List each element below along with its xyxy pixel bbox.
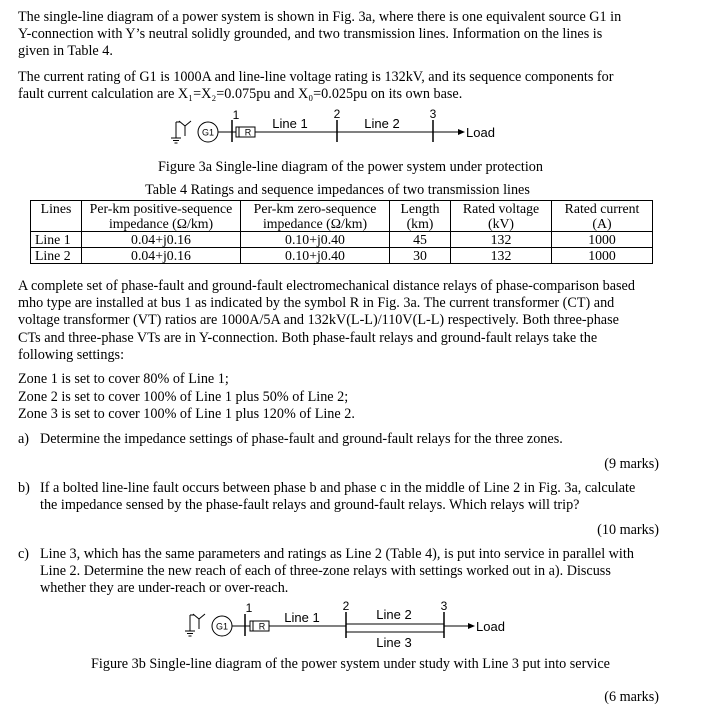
question-label: c) [18,546,30,562]
table-cell: Line 2 [31,248,82,264]
bus-1-label: 1 [232,108,240,122]
question-b-marks: (10 marks) [597,522,659,538]
bus-1-label: 1 [245,601,253,615]
load-arrow-icon [458,129,465,135]
table-row [31,248,653,264]
question-label: a) [18,431,30,447]
bus-3-label: 3 [440,599,448,613]
line-2-label: Line 2 [364,116,400,131]
text-line: Line 3, which has the same parameters and ratings as Line 2 (Table 4), is put into service in parallel with [40,546,634,562]
table-4 [30,200,653,264]
header-text: Per-km zero-sequence [253,201,377,216]
text-line: CTs and three-phase VTs are in Y-connection. Both phase-fault relays and ground-fault relays take the [18,329,598,346]
line-3-label: Line 3 [376,635,412,650]
relay-label: R [258,621,266,632]
table-cell: Line 1 [31,232,82,248]
text-line: following settings: [18,346,125,363]
question-label: b) [18,480,30,496]
generator-label: G1 [201,127,215,138]
grounded-wye-icon [171,121,191,143]
question-text [40,480,659,514]
bus-2-label: 2 [333,108,341,121]
zone-3-setting: Zone 3 is set to cover 100% of Line 1 plus 120% of Line 2. [18,406,355,422]
header-length [390,201,451,232]
table-cell: 1000 [552,232,653,248]
question-c [18,546,659,598]
bus-3-label: 3 [429,108,437,121]
table-cell: 132 [451,232,552,248]
relay-description-paragraph [18,278,659,364]
text-line: Y-connection with Y’s neutral solidly grounded, and two transmission lines. Information on the lines is [18,26,603,43]
text-line: mho type are installed at bus 1 as indicated by the symbol R in Fig. 3a. The current transformer (CT) and [18,295,615,312]
text-line: fault current calculation are X₁=X₂=0.075pu and X₀=0.025pu on its own base. [18,86,463,103]
question-a-marks: (9 marks) [604,456,659,472]
header-text: (A) [592,216,612,231]
question-text [40,546,659,598]
relay-label: R [244,127,252,138]
table-cell: 0.10+j0.40 [241,232,390,248]
intro-paragraph-1 [18,9,659,61]
zone-1-setting: Zone 1 is set to cover 80% of Line 1; [18,371,229,387]
text-line: the impedance sensed by the phase-fault relays and ground-fault relays. Which relays will trip? [40,497,580,514]
text-line: given in Table 4. [18,43,113,60]
header-rated-current [552,201,653,232]
header-text: Lines [40,201,72,216]
bus-2-label: 2 [342,599,350,613]
load-label: Load [476,619,505,634]
header-text: Per-km positive-sequence [89,201,233,216]
header-text: impedance (Ω/km) [262,216,368,231]
header-lines [31,201,82,232]
figure-3a-diagram [0,108,701,156]
table-cell: 0.04+j0.16 [82,232,241,248]
header-text: impedance (Ω/km) [108,216,214,231]
text-line: whether they are under-reach or over-reach. [40,580,289,597]
question-b [18,480,659,514]
table-cell: 132 [451,248,552,264]
table-row [31,232,653,248]
table-cell: 0.10+j0.40 [241,248,390,264]
text-line: Line 2. Determine the new reach of each of three-zone relays with settings worked out in a). Discuss [40,563,611,580]
table-cell: 45 [390,232,451,248]
question-c-marks: (6 marks) [604,689,659,705]
grounded-wye-icon [185,614,205,636]
table-4-caption: Table 4 Ratings and sequence impedances of two transmission lines [145,182,530,198]
header-text: Length [400,201,440,216]
text-line: If a bolted line-line fault occurs between phase b and phase c in the middle of Line 2 in Fig. 3a, calculate [40,480,636,496]
text-line: voltage transformer (VT) ratios are 1000A/5A and 132kV(L-L)/110V(L-L) respectively. Both three-phase [18,312,619,329]
table-header-row [31,201,653,232]
header-rated-voltage [451,201,552,232]
line-2-label: Line 2 [376,607,412,622]
text-line: The single-line diagram of a power system is shown in Fig. 3a, where there is one equivalent source G1 in [18,9,622,25]
header-text: Rated voltage [462,201,540,216]
figure-3b-diagram [0,598,701,652]
question-text: Determine the impedance settings of phase-fault and ground-fault relays for the three zones. [40,431,563,447]
header-text: Rated current [564,201,640,216]
generator-label: G1 [215,621,229,632]
line-1-label: Line 1 [272,116,308,131]
table-cell: 0.04+j0.16 [82,248,241,264]
load-arrow-icon [468,623,475,629]
question-a [18,431,659,448]
header-text: (kV) [487,216,515,231]
line-1-label: Line 1 [284,610,320,625]
figure-3a-caption: Figure 3a Single-line diagram of the power system under protection [158,159,543,175]
table-cell: 30 [390,248,451,264]
figure-3b-caption: Figure 3b Single-line diagram of the power system under study with Line 3 put into service [91,656,610,672]
text-line: The current rating of G1 is 1000A and line-line voltage rating is 132kV, and its sequence components for [18,69,614,85]
header-positive-seq [82,201,241,232]
table-cell: 1000 [552,248,653,264]
zone-2-setting: Zone 2 is set to cover 100% of Line 1 plus 50% of Line 2; [18,389,349,405]
text-line: A complete set of phase-fault and ground-fault electromechanical distance relays of phase-comparison based [18,278,635,294]
header-text: (km) [406,216,434,231]
intro-paragraph-2 [18,69,659,103]
header-zero-seq [241,201,390,232]
load-label: Load [466,125,495,140]
